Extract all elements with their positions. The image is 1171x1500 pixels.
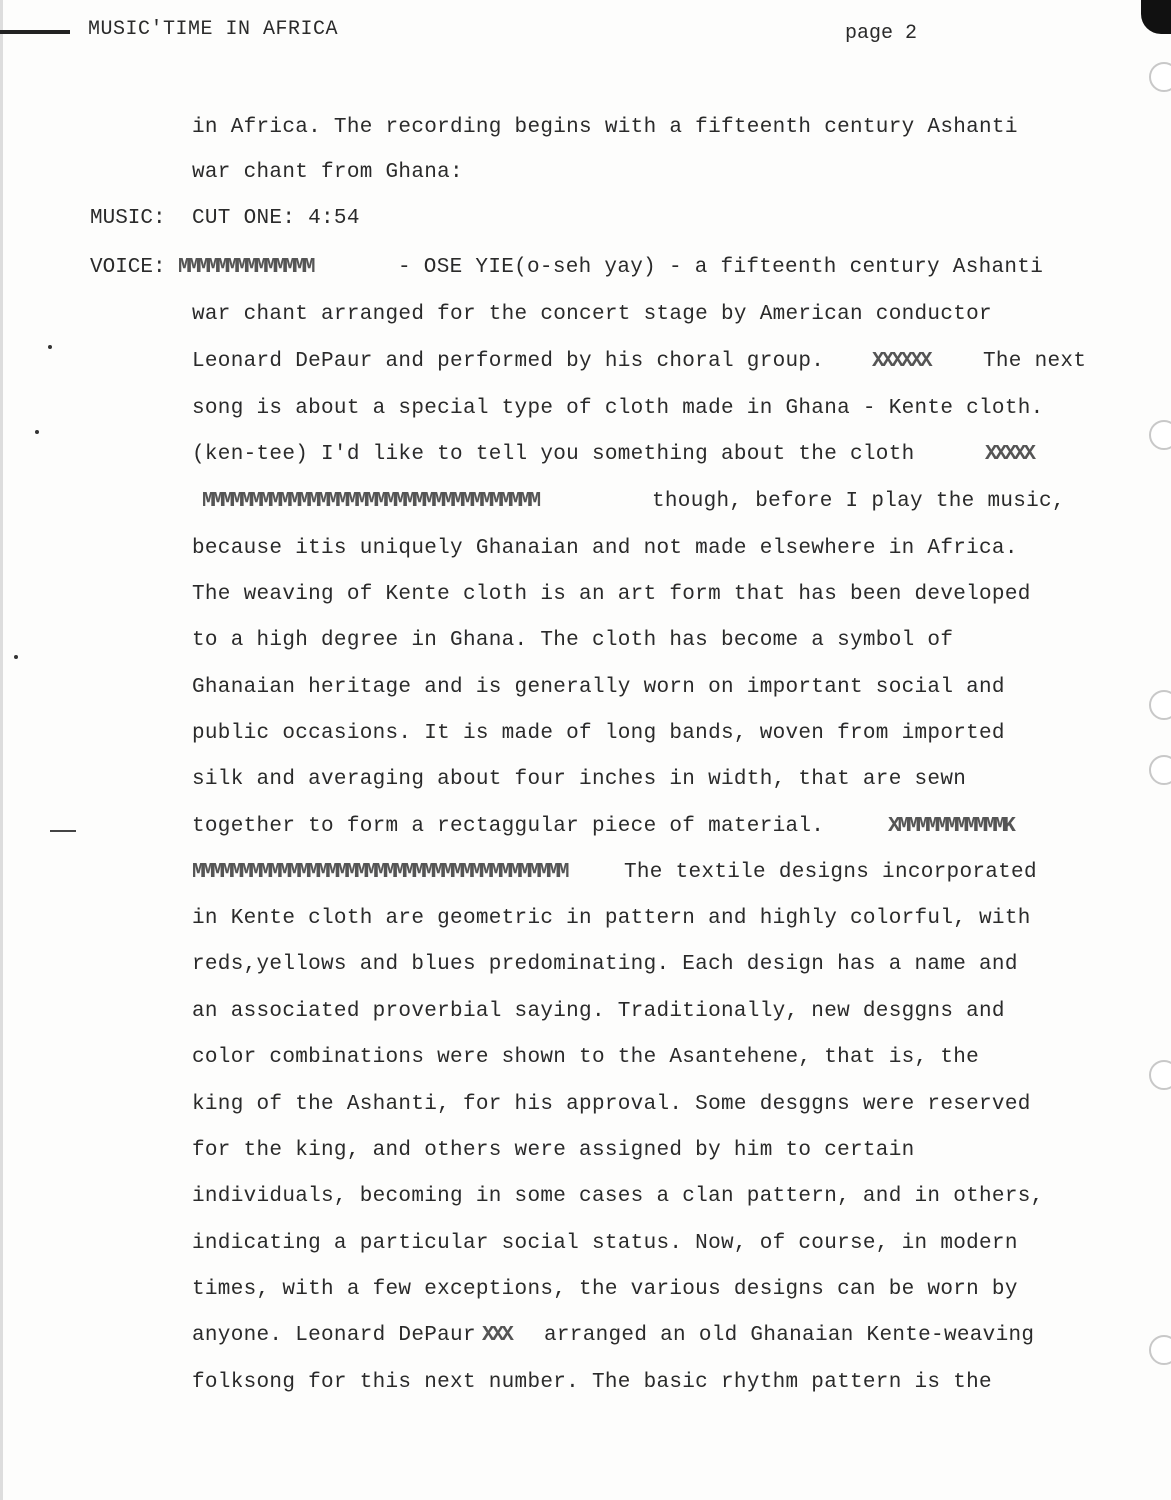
text-line: war chant from Ghana: [192, 161, 463, 184]
text-line: king of the Ashanti, for his approval. Some desggns were reserved [192, 1093, 1031, 1116]
music-label: MUSIC: [90, 207, 166, 230]
margin-dot [35, 430, 39, 434]
binder-hole [1149, 420, 1171, 450]
text-line: in Kente cloth are geometric in pattern and highly colorful, with [192, 907, 1031, 930]
struck-text: MMMMMMMMMMMMMM [178, 256, 313, 279]
struck-text: MMMMMMMMMMMMMMMMMMMMMMMMMMMMMMMMMMM [202, 490, 539, 513]
margin-dot [48, 345, 52, 349]
struck-text: XXX [482, 1324, 511, 1347]
text-line: together to form a rectaggular piece of material. [192, 815, 825, 838]
page-number: page 2 [845, 22, 918, 45]
text-line: war chant arranged for the concert stage by American conductor [192, 303, 992, 326]
text-line: The next [983, 350, 1087, 373]
header-title: MUSIC'TIME IN AFRICA [88, 18, 339, 41]
text-line: indicating a particular social status. Now, of course, in modern [192, 1232, 1018, 1255]
struck-text: MMMMMMMMMMMMMMMMMMMMMMMMMMMMMMMMMMMMMMM [192, 861, 567, 884]
margin-tick [50, 830, 76, 832]
margin-dot [14, 655, 18, 659]
cut-label: CUT ONE: 4:54 [192, 207, 360, 230]
text-line: for the king, and others were assigned by him to certain [192, 1139, 915, 1162]
text-line: because itis uniquely Ghanaian and not made elsewhere in Africa. [192, 537, 1018, 560]
text-line: folksong for this next number. The basic rhythm pattern is the [192, 1371, 992, 1394]
struck-text: XXXXX [985, 443, 1034, 466]
text-line: song is about a special type of cloth made in Ghana - Kente cloth. [192, 397, 1044, 420]
voice-label: VOICE: [90, 256, 166, 279]
text-line: The weaving of Kente cloth is an art form that has been developed [192, 583, 1031, 606]
text-line: times, with a few exceptions, the various designs can be worn by [192, 1278, 1018, 1301]
binder-hole [1149, 1335, 1171, 1365]
text-line: individuals, becoming in some cases a clan pattern, and in others, [192, 1185, 1044, 1208]
text-line: silk and averaging about four inches in width, that are sewn [192, 768, 967, 791]
struck-text: XXXXXX [872, 350, 930, 373]
text-line: reds,yellows and blues predominating. Each design has a name and [192, 953, 1018, 976]
text-line: public occasions. It is made of long bands, woven from imported [192, 722, 1005, 745]
binder-hole [1149, 62, 1171, 92]
text-line: The textile designs incorporated [624, 861, 1037, 884]
text-line: anyone. Leonard DePaur [192, 1324, 476, 1347]
text-line: Leonard DePaur and performed by his choral group. [192, 350, 825, 373]
text-line: to a high degree in Ghana. The cloth has become a symbol of [192, 629, 954, 652]
struck-text: XMMMMMMMMMMMK [888, 815, 1013, 838]
binder-hole [1149, 1060, 1171, 1090]
text-line: color combinations were shown to the Asantehene, that is, the [192, 1046, 980, 1069]
text-line: arranged an old Ghanaian Kente-weaving [544, 1324, 1035, 1347]
text-line: though, before I play the music, [652, 490, 1065, 513]
text-line: Ghanaian heritage and is generally worn on important social and [192, 676, 1005, 699]
binder-hole [1149, 690, 1171, 720]
header-rule-mark [0, 30, 70, 34]
text-line: (ken-tee) I'd like to tell you something about the cloth [192, 443, 915, 466]
text-line: in Africa. The recording begins with a fifteenth century Ashanti [192, 116, 1018, 139]
binder-hole [1149, 755, 1171, 785]
page-left-edge [0, 0, 3, 1500]
text-line: an associated proverbial saying. Traditionally, new desggns and [192, 1000, 1005, 1023]
text-line: - OSE YIE(o-seh yay) - a fifteenth century Ashanti [398, 256, 1044, 279]
corner-shadow [1141, 0, 1171, 34]
